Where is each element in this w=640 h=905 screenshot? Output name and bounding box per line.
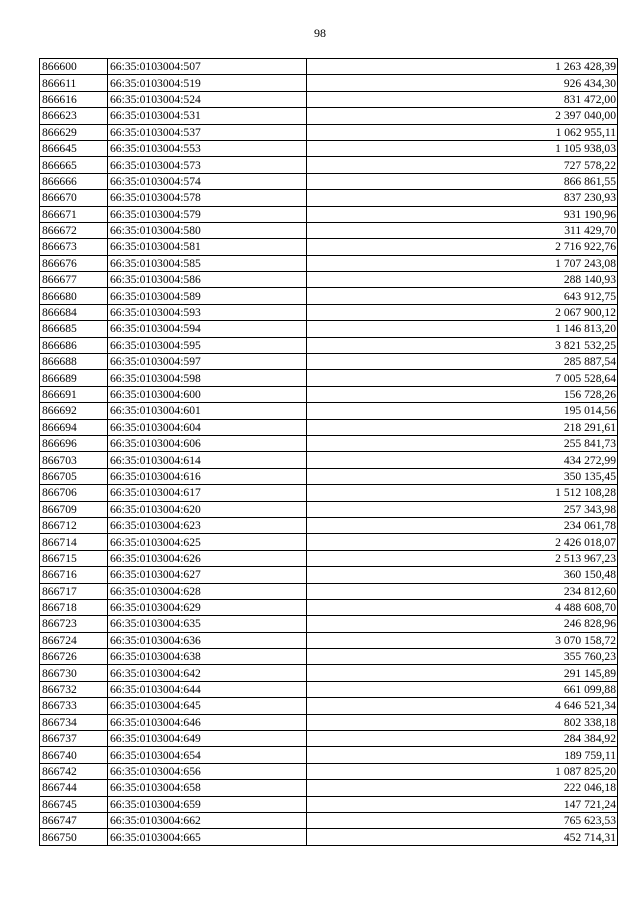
table-row bbox=[40, 255, 618, 271]
cadastral-number-cell: 66:35:0103004:627 bbox=[108, 567, 307, 583]
table-row bbox=[40, 108, 618, 124]
cadastral-value-cell: 837 230,93 bbox=[307, 190, 618, 206]
cadastral-value-cell: 727 578,22 bbox=[307, 157, 618, 173]
cadastral-value-cell: 831 472,00 bbox=[307, 91, 618, 107]
table-row bbox=[40, 173, 618, 189]
table-row bbox=[40, 75, 618, 91]
cadastral-number-cell: 66:35:0103004:578 bbox=[108, 190, 307, 206]
row-number-cell: 866726 bbox=[40, 649, 108, 665]
cadastral-value-cell: 288 140,93 bbox=[307, 272, 618, 288]
table-row bbox=[40, 435, 618, 451]
cadastral-value-cell: 195 014,56 bbox=[307, 403, 618, 419]
cadastral-number-cell: 66:35:0103004:623 bbox=[108, 517, 307, 533]
cadastral-value-cell: 434 272,99 bbox=[307, 452, 618, 468]
cadastral-number-cell: 66:35:0103004:620 bbox=[108, 501, 307, 517]
row-number-cell: 866665 bbox=[40, 157, 108, 173]
cadastral-number-cell: 66:35:0103004:649 bbox=[108, 731, 307, 747]
row-number-cell: 866692 bbox=[40, 403, 108, 419]
cadastral-number-cell: 66:35:0103004:595 bbox=[108, 337, 307, 353]
cadastral-number-cell: 66:35:0103004:654 bbox=[108, 747, 307, 763]
cadastral-number-cell: 66:35:0103004:665 bbox=[108, 829, 307, 845]
cadastral-value-cell: 1 087 825,20 bbox=[307, 763, 618, 779]
cadastral-value-cell: 234 812,60 bbox=[307, 583, 618, 599]
row-number-cell: 866694 bbox=[40, 419, 108, 435]
cadastral-number-cell: 66:35:0103004:598 bbox=[108, 370, 307, 386]
row-number-cell: 866611 bbox=[40, 75, 108, 91]
cadastral-value-cell: 452 714,31 bbox=[307, 829, 618, 845]
cadastral-number-cell: 66:35:0103004:642 bbox=[108, 665, 307, 681]
row-number-cell: 866744 bbox=[40, 780, 108, 796]
cadastral-number-cell: 66:35:0103004:616 bbox=[108, 468, 307, 484]
cadastral-value-cell: 2 067 900,12 bbox=[307, 304, 618, 320]
cadastral-value-table bbox=[39, 58, 618, 846]
cadastral-value-cell: 926 434,30 bbox=[307, 75, 618, 91]
row-number-cell: 866750 bbox=[40, 829, 108, 845]
cadastral-number-cell: 66:35:0103004:589 bbox=[108, 288, 307, 304]
cadastral-value-cell: 661 099,88 bbox=[307, 681, 618, 697]
table-row bbox=[40, 731, 618, 747]
row-number-cell: 866737 bbox=[40, 731, 108, 747]
cadastral-value-cell: 285 887,54 bbox=[307, 354, 618, 370]
row-number-cell: 866685 bbox=[40, 321, 108, 337]
table-row bbox=[40, 681, 618, 697]
cadastral-value-cell: 3 821 532,25 bbox=[307, 337, 618, 353]
cadastral-value-cell: 1 062 955,11 bbox=[307, 124, 618, 140]
row-number-cell: 866671 bbox=[40, 206, 108, 222]
cadastral-value-cell: 255 841,73 bbox=[307, 435, 618, 451]
cadastral-value-cell: 4 488 608,70 bbox=[307, 599, 618, 615]
cadastral-number-cell: 66:35:0103004:626 bbox=[108, 550, 307, 566]
table-row bbox=[40, 812, 618, 828]
cadastral-number-cell: 66:35:0103004:581 bbox=[108, 239, 307, 255]
row-number-cell: 866670 bbox=[40, 190, 108, 206]
cadastral-number-cell: 66:35:0103004:580 bbox=[108, 222, 307, 238]
table-row bbox=[40, 386, 618, 402]
table-row bbox=[40, 354, 618, 370]
row-number-cell: 866740 bbox=[40, 747, 108, 763]
row-number-cell: 866718 bbox=[40, 599, 108, 615]
cadastral-value-cell: 355 760,23 bbox=[307, 649, 618, 665]
table-row bbox=[40, 206, 618, 222]
cadastral-number-cell: 66:35:0103004:656 bbox=[108, 763, 307, 779]
row-number-cell: 866666 bbox=[40, 173, 108, 189]
table-row bbox=[40, 796, 618, 812]
cadastral-value-cell: 1 146 813,20 bbox=[307, 321, 618, 337]
table-row bbox=[40, 321, 618, 337]
cadastral-value-cell: 643 912,75 bbox=[307, 288, 618, 304]
row-number-cell: 866703 bbox=[40, 452, 108, 468]
table-row bbox=[40, 59, 618, 75]
table-row bbox=[40, 190, 618, 206]
cadastral-value-cell: 2 513 967,23 bbox=[307, 550, 618, 566]
cadastral-number-cell: 66:35:0103004:604 bbox=[108, 419, 307, 435]
cadastral-value-cell: 1 707 243,08 bbox=[307, 255, 618, 271]
row-number-cell: 866742 bbox=[40, 763, 108, 779]
cadastral-number-cell: 66:35:0103004:638 bbox=[108, 649, 307, 665]
table-row bbox=[40, 468, 618, 484]
row-number-cell: 866688 bbox=[40, 354, 108, 370]
row-number-cell: 866616 bbox=[40, 91, 108, 107]
table-row bbox=[40, 780, 618, 796]
table-row bbox=[40, 763, 618, 779]
table-row bbox=[40, 567, 618, 583]
table-row bbox=[40, 517, 618, 533]
cadastral-value-cell: 1 263 428,39 bbox=[307, 59, 618, 75]
cadastral-number-cell: 66:35:0103004:579 bbox=[108, 206, 307, 222]
row-number-cell: 866645 bbox=[40, 140, 108, 156]
cadastral-number-cell: 66:35:0103004:646 bbox=[108, 714, 307, 730]
cadastral-value-cell: 4 646 521,34 bbox=[307, 698, 618, 714]
table-row bbox=[40, 616, 618, 632]
table-row bbox=[40, 288, 618, 304]
row-number-cell: 866723 bbox=[40, 616, 108, 632]
cadastral-value-cell: 765 623,53 bbox=[307, 812, 618, 828]
row-number-cell: 866677 bbox=[40, 272, 108, 288]
cadastral-number-cell: 66:35:0103004:593 bbox=[108, 304, 307, 320]
table-row bbox=[40, 157, 618, 173]
cadastral-number-cell: 66:35:0103004:574 bbox=[108, 173, 307, 189]
table-row bbox=[40, 747, 618, 763]
row-number-cell: 866747 bbox=[40, 812, 108, 828]
row-number-cell: 866684 bbox=[40, 304, 108, 320]
cadastral-value-cell: 350 135,45 bbox=[307, 468, 618, 484]
cadastral-number-cell: 66:35:0103004:586 bbox=[108, 272, 307, 288]
table-row bbox=[40, 714, 618, 730]
cadastral-value-cell: 2 397 040,00 bbox=[307, 108, 618, 124]
cadastral-number-cell: 66:35:0103004:628 bbox=[108, 583, 307, 599]
cadastral-value-cell: 3 070 158,72 bbox=[307, 632, 618, 648]
row-number-cell: 866717 bbox=[40, 583, 108, 599]
table-row bbox=[40, 304, 618, 320]
table-row bbox=[40, 698, 618, 714]
cadastral-number-cell: 66:35:0103004:606 bbox=[108, 435, 307, 451]
cadastral-value-cell: 284 384,92 bbox=[307, 731, 618, 747]
cadastral-number-cell: 66:35:0103004:585 bbox=[108, 255, 307, 271]
row-number-cell: 866676 bbox=[40, 255, 108, 271]
table-row bbox=[40, 485, 618, 501]
row-number-cell: 866712 bbox=[40, 517, 108, 533]
cadastral-value-cell: 147 721,24 bbox=[307, 796, 618, 812]
cadastral-value-cell: 866 861,55 bbox=[307, 173, 618, 189]
cadastral-number-cell: 66:35:0103004:597 bbox=[108, 354, 307, 370]
cadastral-value-cell: 189 759,11 bbox=[307, 747, 618, 763]
cadastral-number-cell: 66:35:0103004:524 bbox=[108, 91, 307, 107]
row-number-cell: 866724 bbox=[40, 632, 108, 648]
row-number-cell: 866714 bbox=[40, 534, 108, 550]
table-row bbox=[40, 222, 618, 238]
row-number-cell: 866734 bbox=[40, 714, 108, 730]
row-number-cell: 866715 bbox=[40, 550, 108, 566]
cadastral-value-cell: 2 426 018,07 bbox=[307, 534, 618, 550]
table-row bbox=[40, 665, 618, 681]
cadastral-number-cell: 66:35:0103004:601 bbox=[108, 403, 307, 419]
table-row bbox=[40, 829, 618, 845]
table-row bbox=[40, 550, 618, 566]
cadastral-number-cell: 66:35:0103004:658 bbox=[108, 780, 307, 796]
page-number: 98 bbox=[314, 26, 326, 40]
table-row bbox=[40, 599, 618, 615]
row-number-cell: 866709 bbox=[40, 501, 108, 517]
cadastral-value-cell: 234 061,78 bbox=[307, 517, 618, 533]
table-row bbox=[40, 452, 618, 468]
cadastral-number-cell: 66:35:0103004:573 bbox=[108, 157, 307, 173]
table-row bbox=[40, 632, 618, 648]
cadastral-number-cell: 66:35:0103004:625 bbox=[108, 534, 307, 550]
table-row bbox=[40, 534, 618, 550]
row-number-cell: 866686 bbox=[40, 337, 108, 353]
cadastral-value-cell: 246 828,96 bbox=[307, 616, 618, 632]
table-row bbox=[40, 91, 618, 107]
cadastral-value-cell: 360 150,48 bbox=[307, 567, 618, 583]
row-number-cell: 866600 bbox=[40, 59, 108, 75]
cadastral-value-cell: 257 343,98 bbox=[307, 501, 618, 517]
cadastral-number-cell: 66:35:0103004:519 bbox=[108, 75, 307, 91]
row-number-cell: 866730 bbox=[40, 665, 108, 681]
row-number-cell: 866706 bbox=[40, 485, 108, 501]
cadastral-number-cell: 66:35:0103004:594 bbox=[108, 321, 307, 337]
cadastral-number-cell: 66:35:0103004:507 bbox=[108, 59, 307, 75]
table-row bbox=[40, 419, 618, 435]
cadastral-value-cell: 931 190,96 bbox=[307, 206, 618, 222]
table-row bbox=[40, 140, 618, 156]
table-row bbox=[40, 272, 618, 288]
row-number-cell: 866691 bbox=[40, 386, 108, 402]
cadastral-value-cell: 222 046,18 bbox=[307, 780, 618, 796]
row-number-cell: 866672 bbox=[40, 222, 108, 238]
cadastral-number-cell: 66:35:0103004:645 bbox=[108, 698, 307, 714]
table-row bbox=[40, 649, 618, 665]
cadastral-value-cell: 311 429,70 bbox=[307, 222, 618, 238]
table-body bbox=[40, 59, 618, 846]
cadastral-value-cell: 156 728,26 bbox=[307, 386, 618, 402]
cadastral-value-cell: 2 716 922,76 bbox=[307, 239, 618, 255]
row-number-cell: 866696 bbox=[40, 435, 108, 451]
table-row bbox=[40, 239, 618, 255]
cadastral-number-cell: 66:35:0103004:644 bbox=[108, 681, 307, 697]
row-number-cell: 866689 bbox=[40, 370, 108, 386]
table-row bbox=[40, 124, 618, 140]
table-row bbox=[40, 583, 618, 599]
cadastral-number-cell: 66:35:0103004:553 bbox=[108, 140, 307, 156]
row-number-cell: 866716 bbox=[40, 567, 108, 583]
cadastral-value-cell: 802 338,18 bbox=[307, 714, 618, 730]
row-number-cell: 866745 bbox=[40, 796, 108, 812]
cadastral-value-cell: 1 105 938,03 bbox=[307, 140, 618, 156]
table-row bbox=[40, 370, 618, 386]
cadastral-number-cell: 66:35:0103004:636 bbox=[108, 632, 307, 648]
cadastral-number-cell: 66:35:0103004:659 bbox=[108, 796, 307, 812]
table-row bbox=[40, 403, 618, 419]
row-number-cell: 866705 bbox=[40, 468, 108, 484]
row-number-cell: 866629 bbox=[40, 124, 108, 140]
cadastral-number-cell: 66:35:0103004:600 bbox=[108, 386, 307, 402]
table-row bbox=[40, 501, 618, 517]
cadastral-value-cell: 291 145,89 bbox=[307, 665, 618, 681]
cadastral-number-cell: 66:35:0103004:531 bbox=[108, 108, 307, 124]
cadastral-number-cell: 66:35:0103004:617 bbox=[108, 485, 307, 501]
cadastral-number-cell: 66:35:0103004:614 bbox=[108, 452, 307, 468]
table-row bbox=[40, 337, 618, 353]
row-number-cell: 866733 bbox=[40, 698, 108, 714]
cadastral-number-cell: 66:35:0103004:635 bbox=[108, 616, 307, 632]
row-number-cell: 866680 bbox=[40, 288, 108, 304]
cadastral-value-cell: 1 512 108,28 bbox=[307, 485, 618, 501]
row-number-cell: 866732 bbox=[40, 681, 108, 697]
row-number-cell: 866673 bbox=[40, 239, 108, 255]
cadastral-number-cell: 66:35:0103004:662 bbox=[108, 812, 307, 828]
row-number-cell: 866623 bbox=[40, 108, 108, 124]
cadastral-number-cell: 66:35:0103004:629 bbox=[108, 599, 307, 615]
cadastral-number-cell: 66:35:0103004:537 bbox=[108, 124, 307, 140]
cadastral-value-cell: 7 005 528,64 bbox=[307, 370, 618, 386]
cadastral-value-cell: 218 291,61 bbox=[307, 419, 618, 435]
